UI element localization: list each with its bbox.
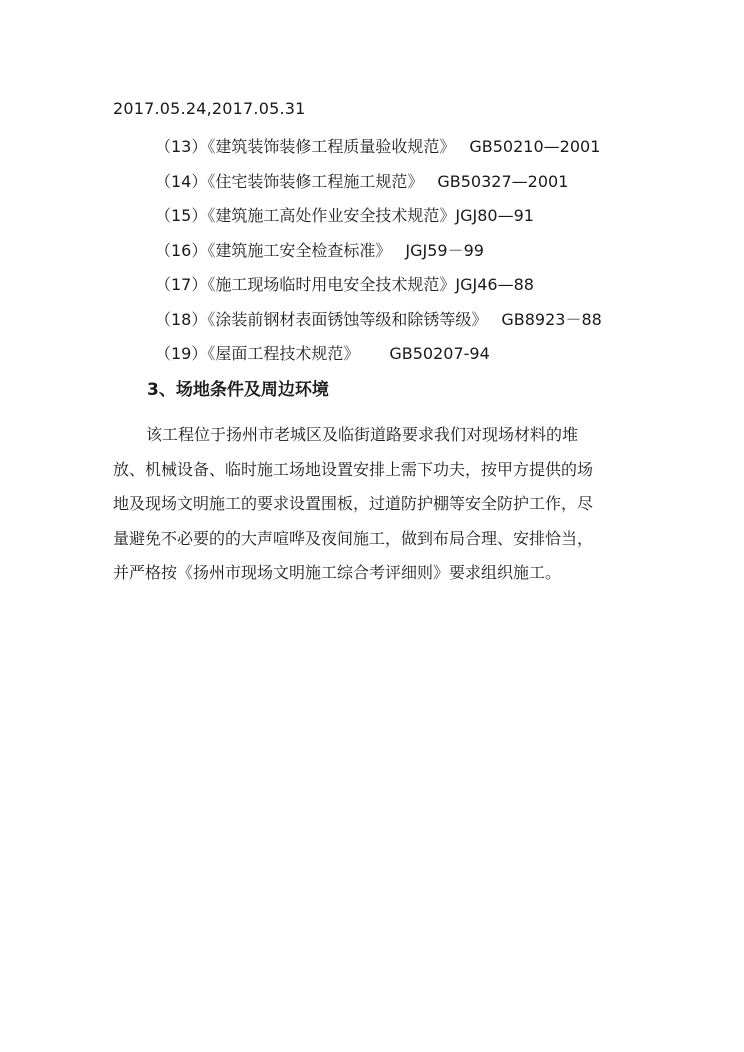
standard-item-15 [155,205,602,240]
standard-item-19 [155,343,602,378]
standard-item-14 [155,171,602,206]
body-paragraph [113,418,633,591]
standard-code: JGJ59－99 [405,240,484,260]
standard-code: GB50207-94 [389,344,490,363]
standard-code: GB50327—2001 [437,171,569,191]
section-heading: 3、场地条件及周边环境 [147,380,329,400]
standard-code: GB50210—2001 [469,137,601,156]
standard-title: （19）《屋面工程技术规范》 [155,344,360,363]
standard-title: （14）《住宅装饰装修工程施工规范》 [155,171,424,191]
standard-code: JGJ46—88 [455,275,534,294]
standard-item-16 [155,240,602,275]
standard-title: （17）《施工现场临时用电安全技术规范》 [155,275,456,294]
standard-title: （16）《建筑施工安全检查标准》 [155,240,392,260]
paragraph-line: 地及现场文明施工的要求设置围板，过道防护棚等安全防护工作，尽 [113,494,594,513]
standard-title: （15）《建筑施工高处作业安全技术规范》 [155,206,456,225]
standard-item-13 [155,136,602,171]
standard-title: （18）《涂装前钢材表面锈蚀等级和除锈等级》 [155,309,488,329]
standard-item-17 [155,274,602,309]
standards-list [155,136,602,378]
paragraph-line: 并严格按《扬州市现场文明施工综合考评细则》要求组织施工。 [113,563,562,582]
date-line: 2017.05.24,2017.05.31 [113,99,306,118]
standard-code: JGJ80—91 [455,206,534,225]
standard-title: （13）《建筑装饰装修工程质量验收规范》 [155,137,456,156]
paragraph-line: 该工程位于扬州市老城区及临街道路要求我们对现场材料的堆 [146,425,579,444]
standard-item-18 [155,309,602,344]
paragraph-line: 量避免不必要的的大声喧哗及夜间施工，做到布局合理、安排恰当， [113,528,594,548]
paragraph-line: 放、机械设备、临时施工场地设置安排上需下功夫，按甲方提供的场 [113,459,594,479]
standard-code: GB8923－88 [501,309,602,329]
